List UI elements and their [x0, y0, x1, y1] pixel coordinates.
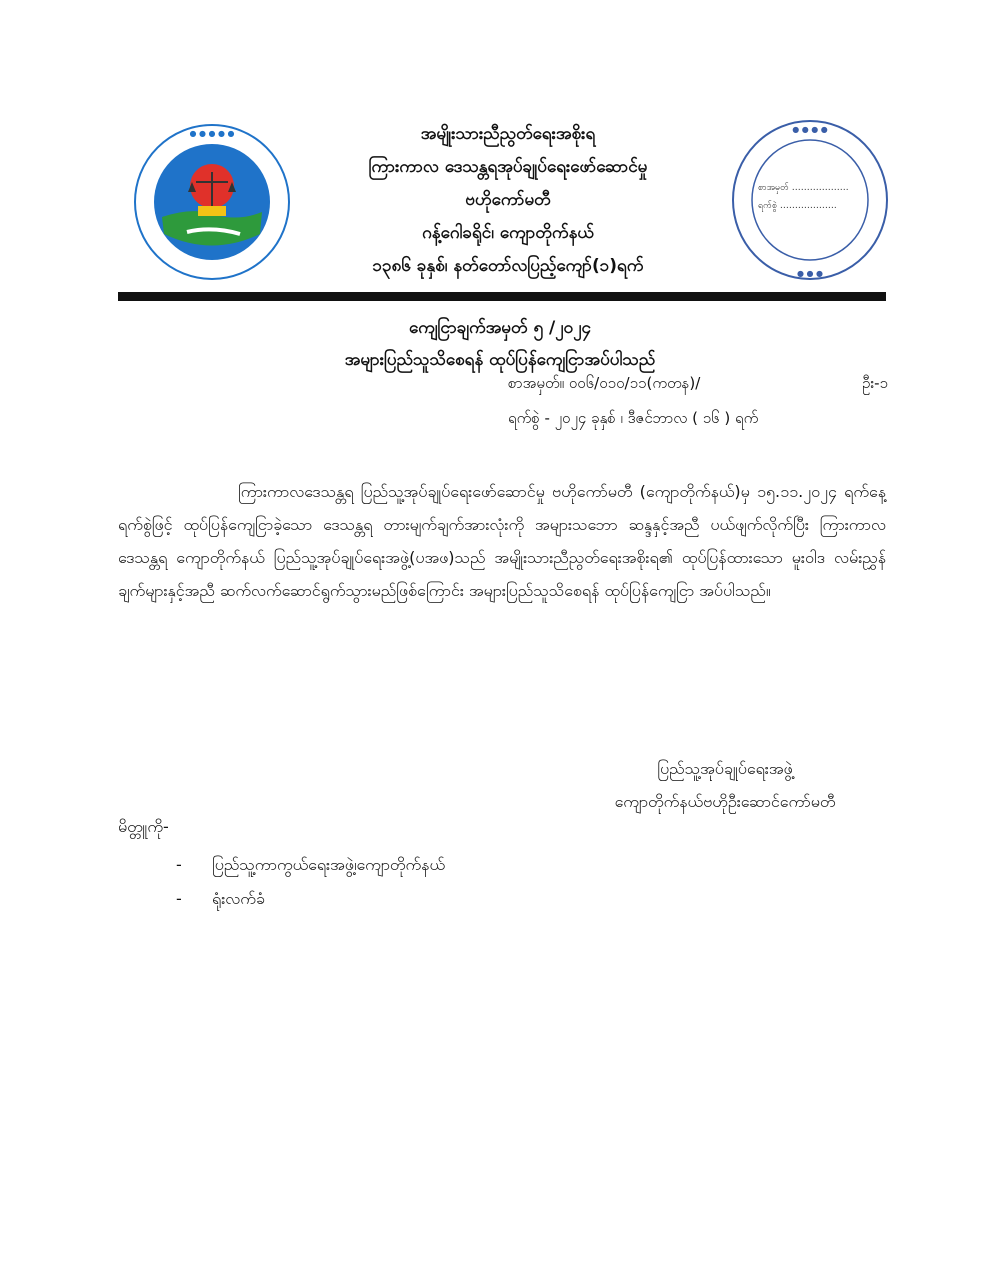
header-date: ၁၃၈၆ ခုနှစ်၊ နတ်တော်လပြည့်ကျော်(၁)ရက်: [372, 256, 644, 276]
organization-logo: [132, 122, 292, 282]
list-item: - ပြည်သူ့ကာကွယ်ရေးအဖွဲ့၊ကျောတိုက်နယ်: [176, 848, 445, 882]
signature-line-2: ကျောတိုက်နယ်ဗဟိုဦးဆောင်ကော်မတီ: [614, 792, 836, 811]
copy-recipient: ရုံးလက်ခံ: [212, 889, 265, 908]
signature-line-1: ပြည်သူ့အုပ်ချုပ်ရေးအဖွဲ့: [657, 759, 793, 778]
committee-type: ဗဟိုကော်မတီ: [465, 190, 551, 210]
letterhead-text: [293, 118, 723, 283]
copies-label: မိတ္တူကို-: [118, 817, 169, 836]
header-rule: [118, 292, 886, 301]
letterhead: [118, 110, 886, 300]
notice-body: ကြားကာလဒေသန္တရ ပြည်သူ့အုပ်ချုပ်ရေးဖော်ဆောင်မှု ဗဟိုကော်မတီ (ကျောတိုက်နယ်)မှ ၁၅.၁၁.၂၀၂၄ ရက်နေ့ရက်စွဲဖြင့် ထုပ်ပြန်ကျေငြာခဲ့သော ဒေသန္တရ တားမျက်ချက်အားလုံးကို အများသဘော ဆန္ဒနှင့်အညီ ပယ်ဖျက်လိုက်ပြီး ကြားကာလ ဒေသန္တရ ကျောတိုက်နယ် ပြည်သူ့အုပ်ချုပ်ရေးအဖွဲ့(ပအဖ)သည် အမျိုးသားညီညွတ်ရေးအစိုးရ၏ ထုပ်ပြန်ထားသော မူးဝါဒ လမ်းညွှန်ချက်များနှင့်အညီ ဆက်လက်ဆောင်ရွက်သွားမည်ဖြစ်ကြောင်း အများပြည်သူသိစေရန် ထုပ်ပြန်ကျေငြာ အပ်ပါသည်။: [118, 482, 886, 600]
reference-suffix: ဦး-၁: [862, 374, 888, 392]
svg-text:● ● ● ●: ● ● ● ●: [792, 125, 828, 134]
notice-number: ကျေငြာချက်အမှတ် ၅ /၂၀၂၄: [408, 318, 592, 338]
reference-block: [508, 366, 888, 436]
svg-text:● ● ● ● ●: ● ● ● ● ●: [189, 129, 235, 138]
list-item: - ရုံးလက်ခံ: [176, 882, 445, 916]
signature-block: [560, 752, 890, 818]
reference-number: စာအမှတ်။ ၀၀၆/၀၁၀/၁၁(ကတန)/: [508, 374, 701, 392]
committee-name: ကြားကာလ ဒေသန္တရအုပ်ချုပ်ရေးဖော်ဆောင်မှု: [368, 157, 648, 177]
government-name: အမျိုးသားညီညွတ်ရေးအစိုးရ: [420, 124, 596, 144]
copy-recipient: ပြည်သူ့ကာကွယ်ရေးအဖွဲ့၊ကျောတိုက်နယ်: [212, 855, 445, 874]
district-township: ဂန့်ဂေါခရိုင်၊ ကျောတိုက်နယ်: [422, 223, 594, 243]
notice-subject: အများပြည်သူသိစေရန် ထုပ်ပြန်ကျေငြာအပ်ပါသည်: [344, 350, 656, 370]
reference-date: ရက်စွဲ - ၂၀၂၄ ခုနှစ် ၊ ဒီဇင်ဘာလ ( ၁၆ ) ရက်: [508, 409, 759, 427]
copies-list: [176, 848, 445, 916]
svg-text:● ● ●: ● ● ●: [796, 269, 824, 278]
seal-date-field: ရက်စွဲ ……………….: [758, 201, 837, 211]
seal-ref-field: စာအမှတ် ……………….: [758, 183, 849, 193]
